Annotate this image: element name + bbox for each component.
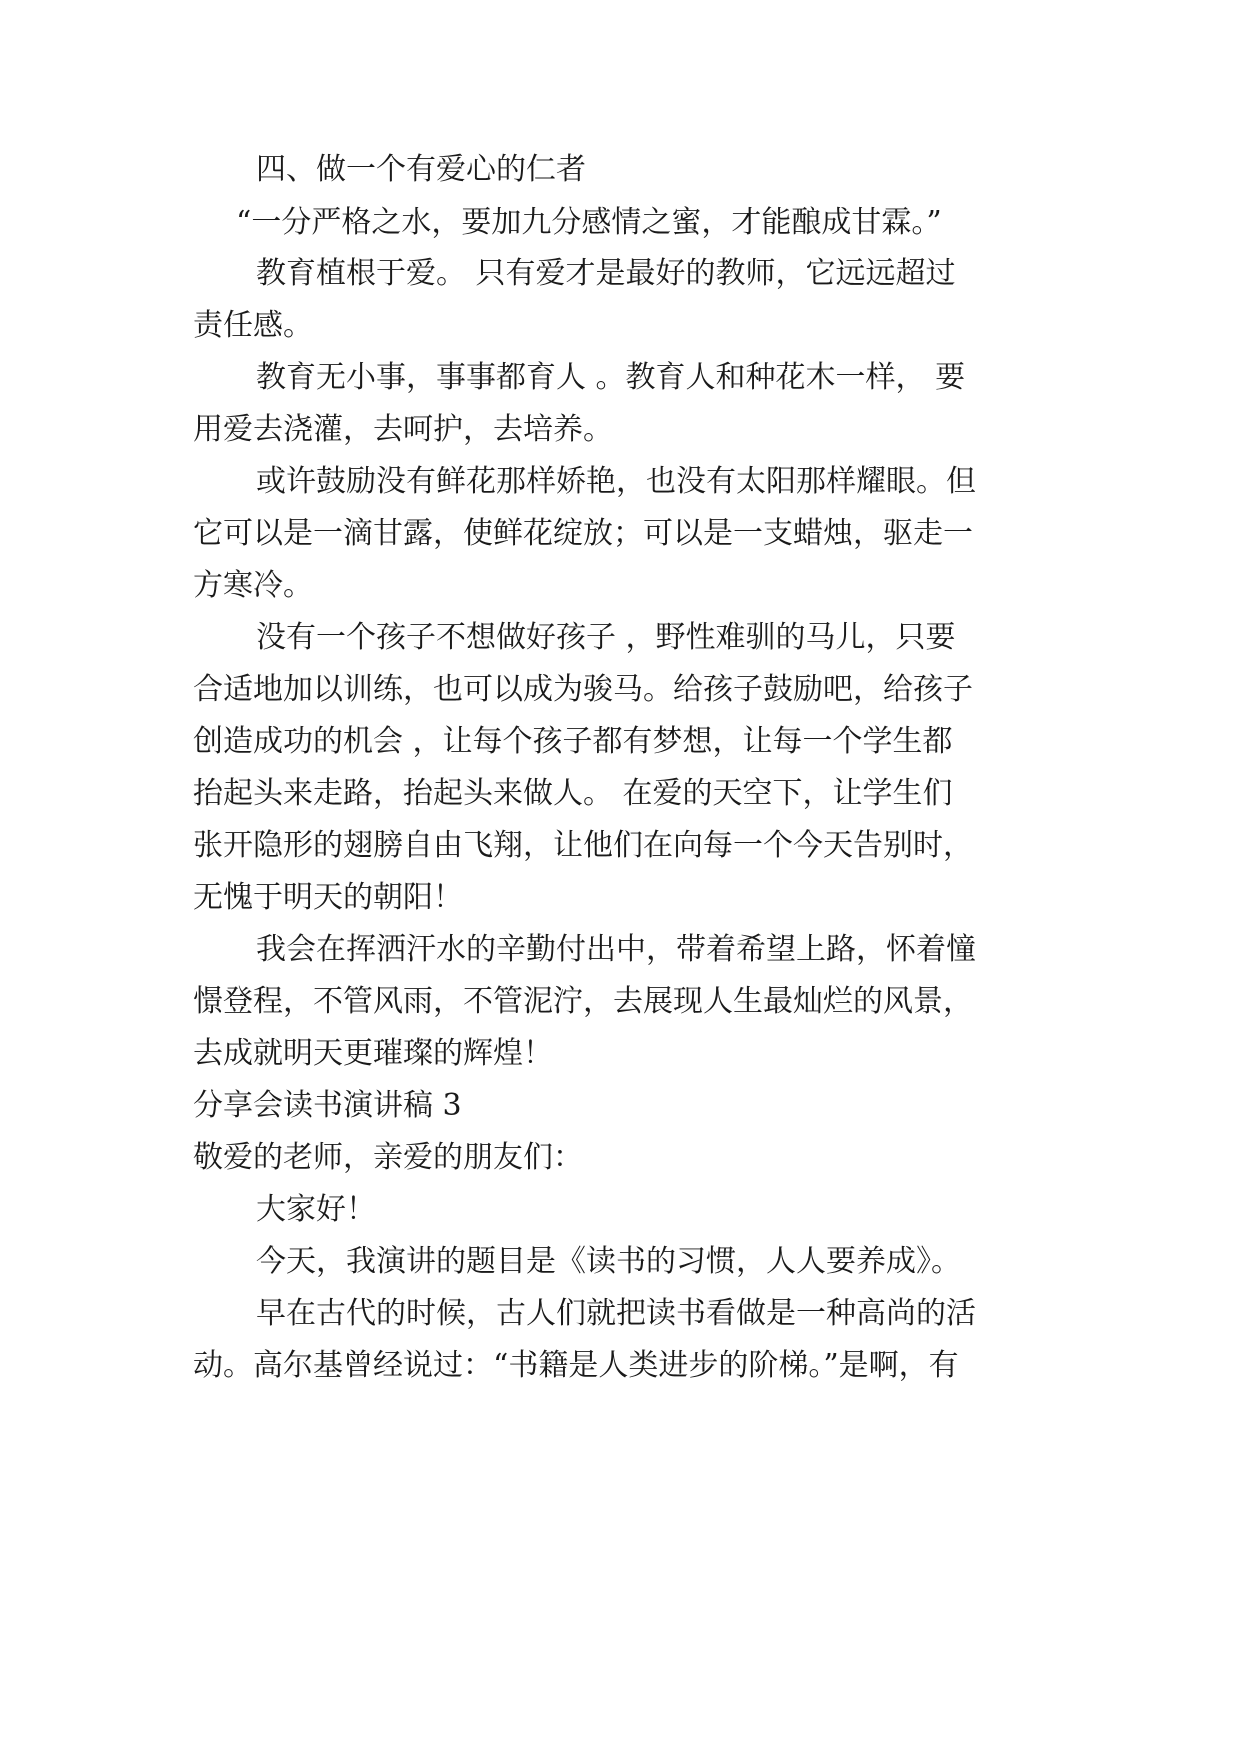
greeting: 大家好！ — [256, 1192, 376, 1227]
paragraph-line: 用爱去浇灌，去呵护，去培养。 — [193, 412, 613, 447]
section-heading: 四、做一个有爱心的仁者 — [256, 152, 586, 187]
paragraph-line: 早在古代的时候，古人们就把读书看做是一种高尚的活 — [256, 1296, 976, 1331]
paragraph-line: 方寒冷。 — [193, 568, 313, 603]
paragraph-line: 无愧于明天的朝阳！ — [193, 880, 463, 915]
paragraph-line: 创造成功的机会 ，让每个孩子都有梦想，让每一个学生都 — [193, 724, 953, 759]
paragraph-line: 它可以是一滴甘露，使鲜花绽放；可以是一支蜡烛，驱走一 — [193, 516, 973, 551]
paragraph-line: 张开隐形的翅膀自由飞翔，让他们在向每一个今天告别时， — [193, 828, 973, 863]
salutation: 敬爱的老师，亲爱的朋友们： — [193, 1140, 583, 1175]
paragraph-line: 我会在挥洒汗水的辛勤付出中，带着希望上路，怀着憧 — [256, 932, 976, 967]
quote-line: “一分严格之水，要加九分感情之蜜，才能酿成甘霖。” — [236, 205, 942, 240]
paragraph-line: 合适地加以训练，也可以成为骏马。给孩子鼓励吧，给孩子 — [193, 672, 973, 707]
paragraph-line: 抬起头来走路，抬起头来做人。 在爱的天空下，让学生们 — [193, 776, 953, 811]
paragraph-line: 动。高尔基曾经说过：“书籍是人类进步的阶梯。”是啊，有 — [193, 1348, 959, 1383]
paragraph-line: 去成就明天更璀璨的辉煌！ — [193, 1036, 553, 1071]
paragraph-line: 责任感。 — [193, 308, 313, 343]
paragraph-line: 教育无小事，事事都育人 。教育人和种花木一样， 要 — [256, 360, 966, 395]
intro-line: 今天，我演讲的题目是《读书的习惯，人人要养成》。 — [256, 1244, 961, 1279]
speech-title: 分享会读书演讲稿 3 — [193, 1088, 462, 1123]
paragraph-line: 没有一个孩子不想做好孩子 ，野性难驯的马儿，只要 — [256, 620, 956, 655]
paragraph-line: 或许鼓励没有鲜花那样娇艳，也没有太阳那样耀眼。但 — [256, 464, 976, 499]
paragraph-line: 教育植根于爱。 只有爱才是最好的教师，它远远超过 — [256, 256, 956, 291]
paragraph-line: 憬登程，不管风雨，不管泥泞，去展现人生最灿烂的风景， — [193, 984, 973, 1019]
